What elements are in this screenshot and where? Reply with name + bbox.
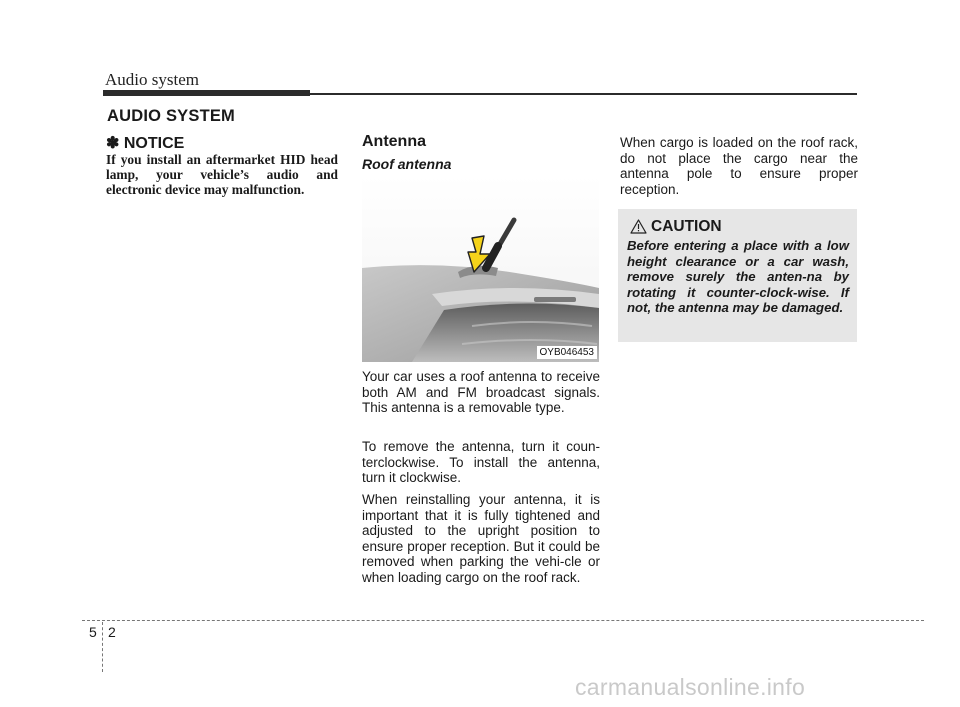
chapter-number: 5 [89, 624, 97, 640]
header-rule-thick [103, 90, 310, 96]
page-number: 2 [108, 624, 116, 640]
cargo-note: When cargo is loaded on the roof rack, do not place the cargo near the antenna pole to ensure proper reception. [620, 135, 858, 197]
section-title: AUDIO SYSTEM [107, 107, 235, 125]
footer-rule [82, 620, 924, 621]
header-rule-thin [310, 93, 857, 95]
running-header: Audio system [105, 70, 199, 89]
antenna-heading: Antenna [362, 133, 426, 150]
antenna-paragraph-2: To remove the antenna, turn it coun-terclockwise. To install the antenna, turn it clockwise. [362, 439, 600, 485]
roof-antenna-illustration [362, 176, 599, 362]
roof-antenna-subheading: Roof antenna [362, 156, 452, 172]
caution-text: Before entering a place with a low height clearance or a car wash, remove surely the anten-na by rotating it counter-clock-wise. If not, the antenna may be damaged. [627, 238, 849, 315]
footer-divider [102, 622, 103, 672]
figure-code: OYB046453 [537, 346, 598, 359]
caution-box [618, 209, 857, 342]
roof-antenna-figure [362, 176, 599, 362]
warning-triangle-icon [630, 219, 647, 239]
caution-heading: CAUTION [651, 218, 722, 235]
watermark: carmanualsonline.info [575, 674, 806, 700]
antenna-paragraph-3: When reinstalling your antenna, it is important that it is fully tightened and adjusted to the upright position to ensure proper reception. But it could be removed when parking the vehi-cle or when loading cargo on the roof rack. [362, 492, 600, 585]
notice-text: If you install an aftermarket HID head lamp, your vehicle’s audio and electronic device may malfunction. [106, 152, 338, 197]
notice-heading: ✽ NOTICE [106, 135, 185, 152]
antenna-paragraph-1: Your car uses a roof antenna to receive both AM and FM broadcast signals. This antenna is a removable type. [362, 369, 600, 415]
